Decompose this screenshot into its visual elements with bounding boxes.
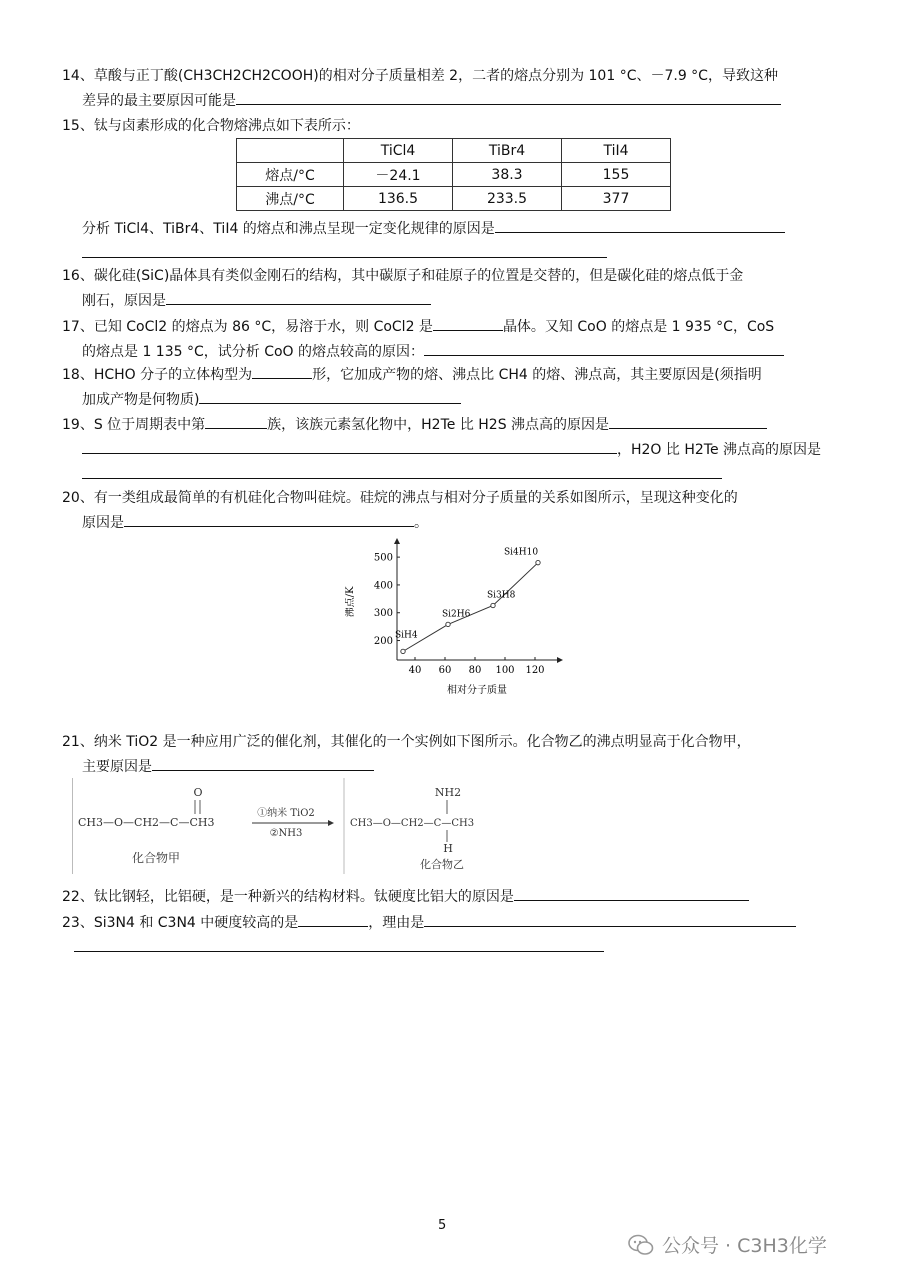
data-points xyxy=(395,548,540,654)
data-point xyxy=(536,560,540,564)
condition-1: ①纳米 TiO2 xyxy=(257,808,315,819)
question-22 xyxy=(62,884,847,909)
q17-line2: 的熔点是 1 135 °C，试分析 CoO 的熔点较高的原因： xyxy=(82,344,425,360)
answer-blank[interactable] xyxy=(252,362,312,379)
q14-line2: 差异的最主要原因可能是 xyxy=(82,93,236,109)
answer-blank[interactable] xyxy=(152,754,374,771)
q20-line2: 原因是 xyxy=(82,515,124,531)
q19-line1a: 19、S 位于周期表中第 xyxy=(62,417,206,433)
y-axis-arrow xyxy=(394,538,400,544)
x-axis-label: 相对分子质量 xyxy=(447,685,507,696)
table-row xyxy=(237,187,671,211)
question-23 xyxy=(62,910,847,960)
compound-a-name: 化合物甲 xyxy=(132,851,181,865)
answer-blank[interactable] xyxy=(433,314,503,331)
answer-blank[interactable] xyxy=(166,288,431,305)
question-17 xyxy=(62,314,847,364)
q23-line1a: 23、Si3N4 和 C3N4 中硬度较高的是 xyxy=(62,915,299,931)
answer-blank[interactable] xyxy=(124,510,414,527)
q14-line1: 14、草酸与正丁酸(CH3CH2CH2COOH)的相对分子质量相差 2，二者的熔点分别为 101 °C、－7.9 °C，导致这种 xyxy=(62,68,778,84)
table-header-cell: TiI4 xyxy=(562,139,671,163)
carbonyl-oxygen: O xyxy=(193,786,203,799)
point-label: Si2H6 xyxy=(442,609,471,620)
x-tick-label: 100 xyxy=(495,665,515,676)
q16-line1: 16、碳化硅(SiC)晶体具有类似金刚石的结构，其中碳原子和硅原子的位置是交替的，但是碳化硅的熔点低于金 xyxy=(62,268,744,284)
table-cell: 233.5 xyxy=(453,187,562,211)
point-label: Si3H8 xyxy=(487,590,516,601)
q18-line2: 加成产物是何物质) xyxy=(82,392,200,408)
question-18 xyxy=(62,362,847,412)
y-tick-label: 300 xyxy=(373,608,393,620)
question-14 xyxy=(62,64,847,113)
table-cell: －24.1 xyxy=(344,163,453,187)
series-line xyxy=(403,563,538,652)
point-label: SiH4 xyxy=(395,630,418,641)
table-cell: 38.3 xyxy=(453,163,562,187)
table-cell: 155 xyxy=(562,163,671,187)
q19-line2: ，H2O 比 H2Te 沸点高的原因是 xyxy=(617,442,822,458)
q21-line1: 21、纳米 TiO2 是一种应用广泛的催化剂，其催化的一个实例如下图所示。化合物乙的沸点明显高于化合物甲， xyxy=(62,734,751,750)
answer-blank[interactable] xyxy=(236,88,781,105)
table-header-cell: TiBr4 xyxy=(453,139,562,163)
q23-line1b: ，理由是 xyxy=(368,915,425,931)
compound-b-name: 化合物乙 xyxy=(420,858,464,871)
reaction-arrow-head xyxy=(328,820,334,826)
condition-2: ②NH3 xyxy=(269,828,303,839)
page-number: 5 xyxy=(438,1218,447,1233)
reaction-scheme xyxy=(72,778,500,874)
x-tick-label: 120 xyxy=(525,665,545,676)
silane-boiling-point-chart xyxy=(345,538,565,700)
question-15 xyxy=(62,114,847,138)
watermark xyxy=(628,1231,827,1258)
question-15-analysis xyxy=(62,216,847,266)
q20-line1: 20、有一类组成最简单的有机硅化合物叫硅烷。硅烷的沸点与相对分子质量的关系如图所示，呈现这种变化的 xyxy=(62,490,738,506)
y-tick-label: 400 xyxy=(373,580,393,592)
question-16 xyxy=(62,264,847,313)
data-point xyxy=(401,649,405,653)
answer-blank[interactable] xyxy=(82,462,722,479)
answer-blank[interactable] xyxy=(82,241,607,258)
x-tick-label: 40 xyxy=(408,665,422,676)
point-label: Si4H10 xyxy=(504,547,539,558)
q20-end: 。 xyxy=(414,515,428,531)
answer-blank[interactable] xyxy=(609,412,767,429)
table-header-cell: TiCl4 xyxy=(344,139,453,163)
table-cell: 377 xyxy=(562,187,671,211)
q18-line1b: 形，它加成产物的熔、沸点比 CH4 的熔、沸点高，其主要原因是(须指明 xyxy=(312,367,762,383)
answer-blank[interactable] xyxy=(74,935,604,952)
q22-line1: 22、钛比钢轻，比铝硬，是一种新兴的结构材料。钛硬度比铝大的原因是 xyxy=(62,889,514,905)
y-tick-label: 200 xyxy=(373,636,393,648)
question-21 xyxy=(62,730,847,779)
table-header-row xyxy=(237,139,671,163)
data-point xyxy=(446,622,450,626)
q15-analysis: 分析 TiCl4、TiBr4、TiI4 的熔点和沸点呈现一定变化规律的原因是 xyxy=(82,221,495,237)
table-row xyxy=(237,163,671,187)
table-cell: 136.5 xyxy=(344,187,453,211)
data-point xyxy=(491,603,495,607)
compound-a-formula: CH3—O—CH2—C—CH3 xyxy=(78,816,215,829)
answer-blank[interactable] xyxy=(514,884,749,901)
answer-blank[interactable] xyxy=(298,910,368,927)
y-tick-label: 500 xyxy=(373,552,393,564)
q18-line1a: 18、HCHO 分子的立体构型为 xyxy=(62,367,253,383)
x-tick-label: 60 xyxy=(438,665,452,676)
answer-blank[interactable] xyxy=(424,339,784,356)
wechat-icon xyxy=(628,1234,654,1256)
question-19 xyxy=(62,412,847,487)
question-20 xyxy=(62,486,847,535)
answer-blank[interactable] xyxy=(199,387,461,404)
watermark-text: 公众号 · C3H3化学 xyxy=(662,1235,827,1257)
table-row-label: 沸点/°C xyxy=(237,187,344,211)
x-tick-label: 80 xyxy=(468,665,482,676)
q17-line1a: 17、已知 CoCl2 的熔点为 86 °C，易溶于水，则 CoCl2 是 xyxy=(62,319,433,335)
y-axis-label: 沸点/K xyxy=(345,586,356,618)
q21-line2: 主要原因是 xyxy=(82,759,152,775)
q15-intro: 15、钛与卤素形成的化合物熔沸点如下表所示： xyxy=(62,118,360,134)
table-row-label: 熔点/°C xyxy=(237,163,344,187)
answer-blank[interactable] xyxy=(82,437,617,454)
titanium-halide-table xyxy=(236,138,671,211)
q19-line1b: 族，该族元素氢化物中，H2Te 比 H2S 沸点高的原因是 xyxy=(267,417,610,433)
compound-b-formula: CH3—O—CH2—C—CH3 xyxy=(350,818,475,829)
answer-blank[interactable] xyxy=(205,412,267,429)
answer-blank[interactable] xyxy=(424,910,796,927)
table-header-cell xyxy=(237,139,344,163)
x-axis-arrow xyxy=(557,657,563,663)
amine-group: NH2 xyxy=(434,786,462,799)
hydrogen-atom: H xyxy=(443,842,453,855)
answer-blank[interactable] xyxy=(495,216,785,233)
q16-line2: 刚石，原因是 xyxy=(82,293,166,309)
q17-line1b: 晶体。又知 CoO 的熔点是 1 935 °C，CoS xyxy=(502,319,775,335)
